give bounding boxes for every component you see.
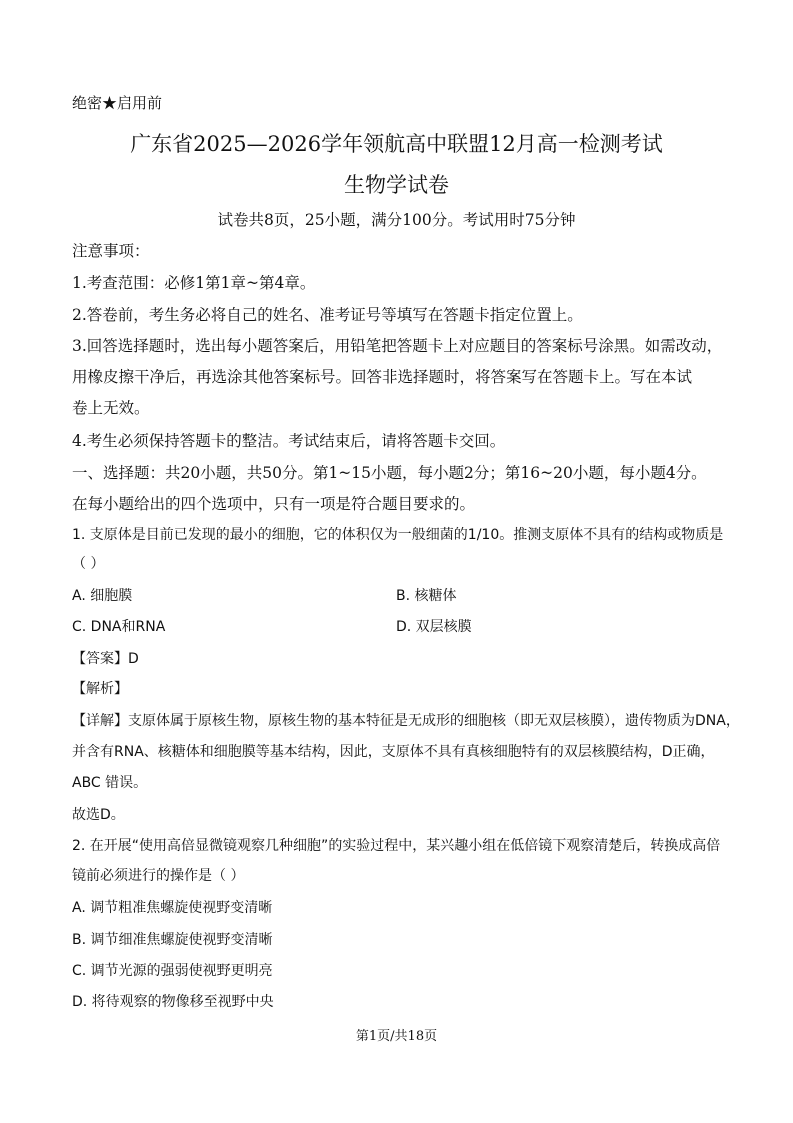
q1-detail-line-1: 【详解】支原体属于原核生物，原核生物的基本特征是无成形的细胞核（即无双层核膜），遗传物质为DNA， xyxy=(72,713,740,729)
note-item-2: 2.答卷前，考生务必将自己的姓名、准考证号等填写在答题卡指定位置上。 xyxy=(72,306,583,324)
section-instructions: 一、选择题：共20小题，共50分。第1~15小题，每小题2分；第16~20小题，每小题4分。 xyxy=(72,464,707,482)
note-item-1: 1.考查范围：必修1第1章~第4章。 xyxy=(72,274,316,292)
q1-option-d: D. 双层核膜 xyxy=(396,619,472,635)
q1-detail-line-3: ABC 错误。 xyxy=(72,775,148,791)
q1-answer: 【答案】D xyxy=(72,651,139,667)
note-item-3-cont: 用橡皮擦干净后，再选涂其他答案标号。回答非选择题时，将答案写在答题卡上。写在本试 xyxy=(72,368,693,386)
q1-stem: 1. 支原体是目前已发现的最小的细胞，它的体积仅为一般细菌的1/10。推测支原体不具有的结构或物质是 xyxy=(72,527,724,543)
note-item-3: 3.回答选择题时，选出每小题答案后，用铅笔把答题卡上对应题目的答案标号涂黑。如需改动， xyxy=(72,337,723,355)
q2-option-a: A. 调节粗准焦螺旋使视野变清晰 xyxy=(72,900,273,916)
secret-label: 绝密★启用前 xyxy=(72,94,163,112)
q1-analysis-label: 【解析】 xyxy=(72,681,128,697)
q1-option-a: A. 细胞膜 xyxy=(72,588,133,604)
exam-meta: 试卷共8页，25小题，满分100分。考试用时75分钟 xyxy=(217,211,576,229)
note-item-4: 4.考生必须保持答题卡的整洁。考试结束后，请将答题卡交回。 xyxy=(72,432,506,450)
notes-heading: 注意事项： xyxy=(72,242,150,260)
section-instructions-cont: 在每小题给出的四个选项中，只有一项是符合题目要求的。 xyxy=(72,495,476,513)
note-item-3-end: 卷上无效。 xyxy=(72,399,150,417)
q1-option-c: C. DNA和RNA xyxy=(72,619,166,635)
q1-conclusion: 故选D。 xyxy=(72,807,125,823)
q1-paren: （ ） xyxy=(72,556,105,572)
q2-option-c: C. 调节光源的强弱使视野更明亮 xyxy=(72,963,273,979)
exam-title: 广东省2025—2026学年领航高中联盟12月高一检测考试 xyxy=(130,132,663,156)
page-footer: 第1页/共18页 xyxy=(355,1029,438,1044)
q2-option-b: B. 调节细准焦螺旋使视野变清晰 xyxy=(72,932,273,948)
q2-stem-cont: 镜前必须进行的操作是（ ） xyxy=(72,868,245,884)
q2-option-d: D. 将待观察的物像移至视野中央 xyxy=(72,994,274,1010)
q1-detail-line-2: 并含有RNA、核糖体和细胞膜等基本结构，因此，支原体不具有真核细胞特有的双层核膜结构，D正确， xyxy=(72,744,715,760)
q1-option-b: B. 核糖体 xyxy=(396,588,457,604)
q2-stem: 2. 在开展“使用高倍显微镜观察几种细胞”的实验过程中，某兴趣小组在低倍镜下观察清楚后，转换成高倍 xyxy=(72,838,721,854)
subject-title: 生物学试卷 xyxy=(344,173,449,197)
